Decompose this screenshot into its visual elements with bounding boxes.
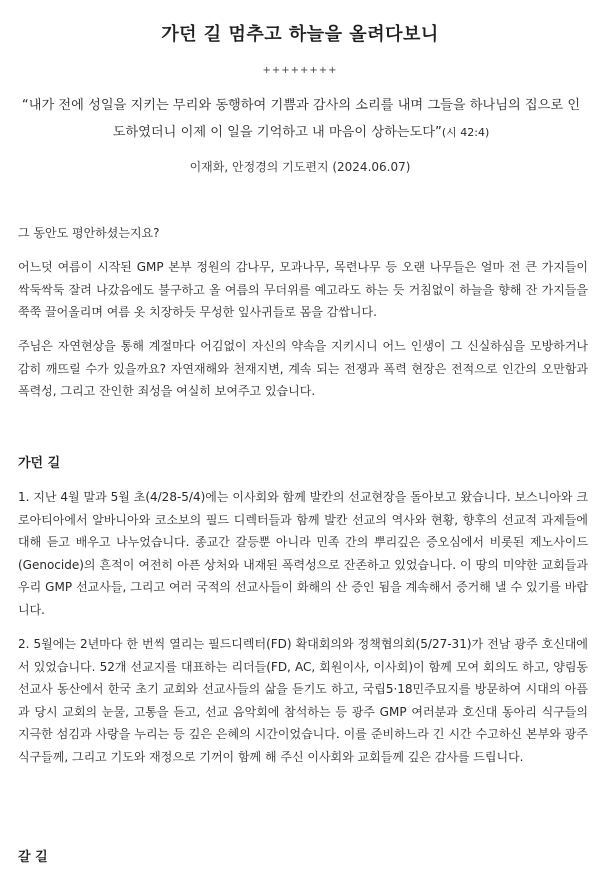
intro-paragraph-2: 주님은 자연현상을 통해 계절마다 어김없이 자신의 약속을 지키시니 어느 인생이 그 신실하심을 모방하거나 감히 깨뜨릴 수가 있을까요? 자연재해와 천재지변, 계속 되는 전쟁과 폭력 현장은 전적으로 인간의 오만함과 폭력성, 그리고 잔인한 죄성을 여실히 보여주고 있습니다. bbox=[18, 339, 588, 398]
intro-paragraph-1: 어느덧 여름이 시작된 GMP 본부 정원의 감나무, 모과나무, 목련나무 등 오랜 나무들은 얼마 전 큰 가지들이 싹둑싹둑 잘려 나갔음에도 불구하고 올 여름의 무더위를 예고라도 하는 듯 거침없이 하늘을 향해 잔 가지들을 쭉쭉 끌어올리며 여름 옷 치장하듯 무성한 잎사귀들로 몸을 감쌉니다. bbox=[18, 260, 588, 319]
greeting-paragraph: 그 동안도 평안하셨는지요? bbox=[18, 226, 160, 240]
section-1-paragraph-1: 1. 지난 4월 말과 5월 초(4/28-5/4)에는 이사회와 함께 발칸의 선교현장을 돌아보고 왔습니다. 보스니아와 크로아티아에서 알바니아와 코소보의 필드 디렉터들과 함께 발칸 선교의 역사와 현황, 향후의 선교적 과제들에 대해 듣고 배우고 나누었습니다. 종교간 갈등뿐 아니라 민족 간의 뿌리깊은 증오심에서 비롯된 제노사이드(Genocide)의 흔적이 여전히 아픈 상처와 내재된 폭력성으로 잔존하고 있었습니다. 이 땅의 미약한 교회들과 우리 GMP 선교사들, 그리고 여러 국적의 선교사들이 화해의 산 증인 됨을 계속해서 증거해 낼 수 있기를 바랍니다. bbox=[18, 490, 588, 617]
title-divider: ++++++++ bbox=[262, 65, 338, 76]
quote-reference: (시 42:4) bbox=[441, 126, 490, 139]
section-1-paragraph-2: 2. 5월에는 2년마다 한 번씩 열리는 필드디렉터(FD) 확대회의와 정책협의회(5/27-31)가 전남 광주 호신대에서 있었습니다. 52개 선교지를 대표하는 리더들(FD, AC, 회원이사, 이사회)이 함께 모여 회의도 하고, 양림동 선교사 동산에서 한국 초기 교회와 선교사들의 삶을 듣기도 하고, 국립5·18민주묘지를 방문하여 시대의 아픔과 당시 교회의 눈물, 고통을 듣고, 선교 음악회에 참석하는 등 광주 GMP 여러분과 호신대 동아리 식구들의 지극한 섬김과 사랑을 누리는 등 깊은 은혜의 시간이었습니다. 이를 준비하느라 긴 시간 수고하신 본부와 광주 식구들께, 그리고 기도와 재정으로 기꺼이 함께 해 주신 이사회와 교회들께 깊은 감사를 드립니다. bbox=[18, 637, 588, 764]
page-title: 가던 길 멈추고 하늘을 올려다보니 bbox=[161, 24, 439, 45]
quote-text: “내가 전에 성일을 지키는 무리와 동행하여 기쁨과 감사의 소리를 내며 그들을 하나님의 집으로 인도하였더니 이제 이 일을 기억하고 내 마음이 상하는도다” bbox=[21, 98, 581, 140]
scripture-quote bbox=[18, 92, 584, 146]
byline: 이재화, 안정경의 기도편지 (2024.06.07) bbox=[189, 160, 411, 174]
section-heading-way-to-go: 갈 길 bbox=[18, 850, 48, 865]
section-heading-going-way: 가던 길 bbox=[18, 456, 61, 471]
